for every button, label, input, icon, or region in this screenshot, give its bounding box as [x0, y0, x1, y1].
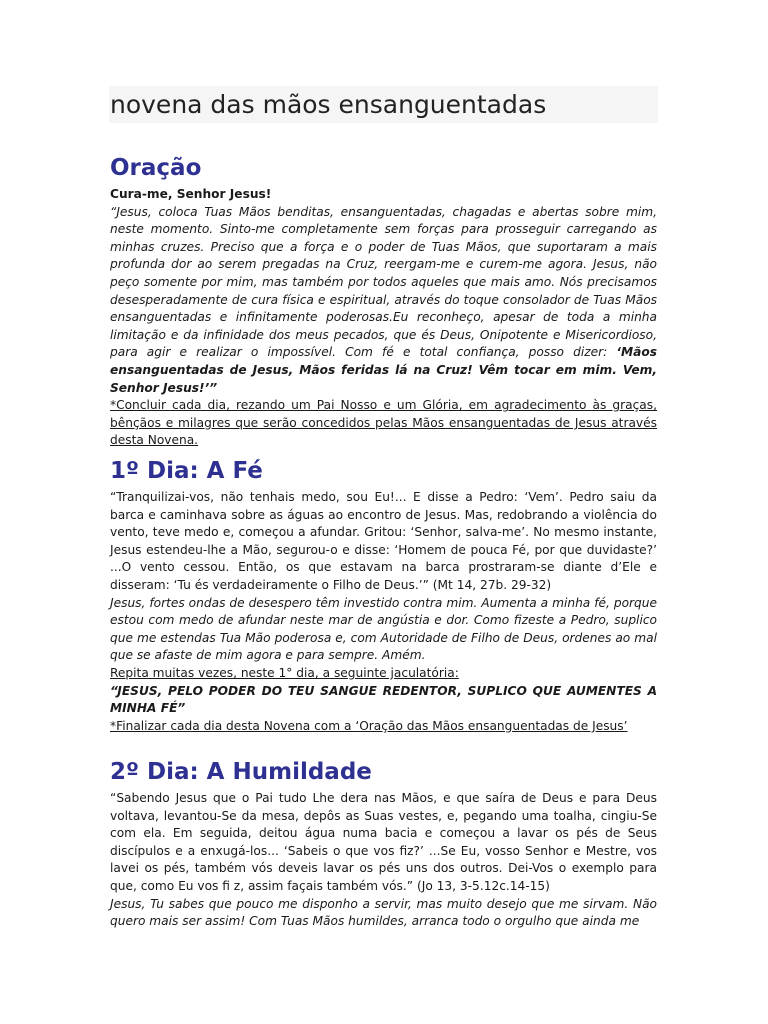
- document-title: novena das mãos ensanguentadas: [110, 90, 547, 119]
- oracao-prayer-text: “Jesus, coloca Tuas Mãos benditas, ensanguentadas, chagadas e abertas sobre mim, neste momento. Sinto-me completamente sem forças para prosseguir carregando as minhas cruzes. Preciso que a força e o poder de Tuas Mãos, que suportaram a mais profunda dor ao serem pregadas na Cruz, reergam-me e curem-me agora. Jesus, não peço somente por mim, mas também por todos aqueles que mais amo. Nós precisamos desesperadamente de cura física e espiritual, através do toque consolador de Tuas Mãos ensanguentadas e infinitamente poderosas.Eu reconheço, apesar de toda a minha limitação e da infinidade dos meus pecados, que és Deus, Onipotente e Misericordioso, para agir e realizar o impossível. Com fé e total confiança, posso dizer:: [110, 204, 657, 360]
- dia1-final-note: *Finalizar cada dia desta Novena com a ‘Oração das Mãos ensanguentadas de Jesus’: [110, 718, 628, 733]
- oracao-prayer-bold: ‘Mãos ensanguentadas de Jesus, Mãos feridas lá na Cruz! Vêm tocar em mim. Vem, Senhor Jesus!’”: [110, 345, 657, 395]
- oracao-subtitle: Cura-me, Senhor Jesus!: [110, 187, 272, 201]
- section-dia1: [110, 456, 657, 735]
- dia2-prayer: Jesus, Tu sabes que pouco me disponho a servir, mas muito desejo que me sirvam. Não quero mais ser assim! Com Tuas Mãos humildes, arranca todo o orgulho que ainda me: [110, 896, 657, 929]
- oracao-prayer: [110, 204, 657, 398]
- dia1-prayer: Jesus, fortes ondas de desespero têm investido contra mim. Aumenta a minha fé, porque estou com medo de afundar neste mar de angústia e dor. Como fizeste a Pedro, suplico que me estendas Tua Mão poderosa e, com Autoridade de Filho de Deus, ordenes ao mal que se afaste de mim agora e para sempre. Amém.: [110, 595, 657, 663]
- dia1-scripture: “Tranquilizai-vos, não tenhais medo, sou Eu!... E disse a Pedro: ‘Vem’. Pedro saiu da barca e caminhava sobre as águas ao encontro de Jesus. Mas, redobrando a violência do vento, teve medo e, começou a afundar. Gritou: ‘Senhor, salva-me’. No mesmo instante, Jesus estendeu-lhe a Mão, segurou-o e disse: ‘Homem de pouca Fé, por que duvidaste?’ ...O vento cessou. Então, os que estavam na barca prostraram-se diante d’Ele e disseram: ‘Tu és verdadeiramente o Filho de Deus.’” (Mt 14, 27b. 29-32): [110, 490, 657, 592]
- section-dia2: [110, 757, 657, 931]
- section-oracao: [110, 153, 657, 450]
- dia1-jaculatoria: “JESUS, PELO PODER DO TEU SANGUE REDENTOR, SUPLICO QUE AUMENTES A MINHA FÉ”: [110, 683, 657, 716]
- heading-dia2: 2º Dia: A Humildade: [110, 759, 372, 785]
- dia1-instruction: Repita muitas vezes, neste 1° dia, a seguinte jaculatória:: [110, 665, 459, 680]
- heading-dia1: 1º Dia: A Fé: [110, 458, 263, 484]
- oracao-note: *Concluir cada dia, rezando um Pai Nosso e um Glória, em agradecimento às graças, bênçãos e milagres que serão concedidos pelas Mãos ensanguentadas de Jesus através desta Novena.: [110, 398, 657, 448]
- dia2-scripture: “Sabendo Jesus que o Pai tudo Lhe dera nas Mãos, e que saíra de Deus e para Deus voltava, levantou-Se da mesa, depôs as Suas vestes, e, pegando uma toalha, cingiu-Se com ela. Em seguida, deitou água numa bacia e começou a lavar os pés de Seus discípulos e a enxugá-los... ‘Sabeis o que vos fiz?’ ...Se Eu, vosso Senhor e Mestre, vos lavei os pés, também vós deveis lavar os pés uns dos outros. Dei-Vos o exemplo para que, como Eu vos fi z, assim façais também vós.” (Jo 13, 3-5.12c.14-15): [110, 791, 657, 893]
- heading-oracao: Oração: [110, 155, 202, 181]
